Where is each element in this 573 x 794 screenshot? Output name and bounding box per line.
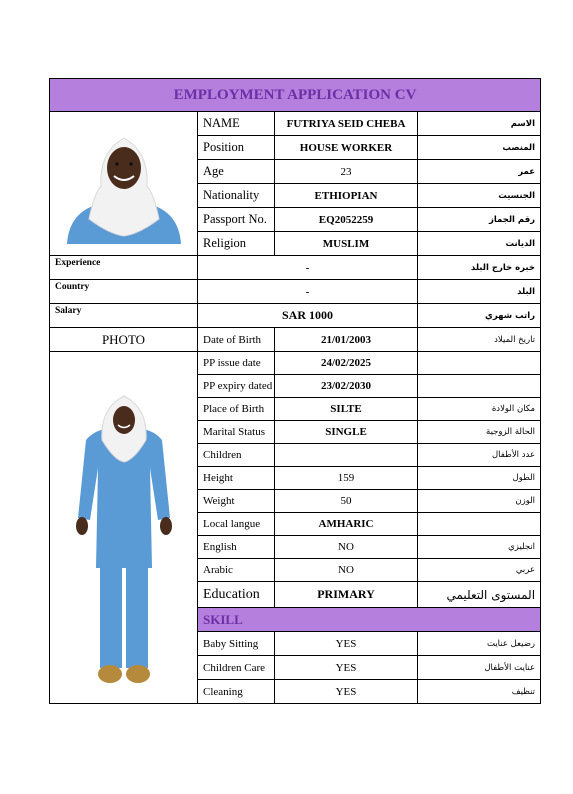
english-label: English (198, 536, 275, 559)
nationality-label: Nationality (198, 184, 275, 208)
age-value: 23 (275, 160, 418, 184)
name-ar: الاسم (418, 112, 541, 136)
pob-value: SILTE (275, 398, 418, 421)
religion-value: MUSLIM (275, 232, 418, 256)
full-photo (50, 352, 198, 704)
children-value (275, 444, 418, 467)
experience-label: Experience (50, 256, 198, 280)
education-label: Education (198, 582, 275, 608)
dob-value: 21/01/2003 (275, 328, 418, 352)
age-label: Age (198, 160, 275, 184)
pob-label: Place of Birth (198, 398, 275, 421)
marital-value: SINGLE (275, 421, 418, 444)
dob-ar: تاريخ الميلاد (418, 328, 541, 352)
country-label: Country (50, 280, 198, 304)
salary-label: Salary (50, 304, 198, 328)
cleaning-value: YES (275, 680, 418, 704)
passport-ar: رقم الجماز (418, 208, 541, 232)
position-label: Position (198, 136, 275, 160)
country-ar: البلد (418, 280, 541, 304)
religion-ar: الديانت (418, 232, 541, 256)
baby-sitting-ar: رضيعل عنايت (418, 632, 541, 656)
cleaning-label: Cleaning (198, 680, 275, 704)
position-value: HOUSE WORKER (275, 136, 418, 160)
weight-label: Weight (198, 490, 275, 513)
marital-label: Marital Status (198, 421, 275, 444)
height-label: Height (198, 467, 275, 490)
age-ar: عمر (418, 160, 541, 184)
salary-ar: راتب شهري (418, 304, 541, 328)
skill-header: SKILL (198, 608, 541, 632)
passport-value: EQ2052259 (275, 208, 418, 232)
education-value: PRIMARY (275, 582, 418, 608)
country-value: - (198, 280, 418, 304)
height-ar: الطول (418, 467, 541, 490)
nationality-value: ETHIOPIAN (275, 184, 418, 208)
children-care-ar: عنايت الأطفال (418, 656, 541, 680)
arabic-ar: عربي (418, 559, 541, 582)
baby-sitting-value: YES (275, 632, 418, 656)
salary-value: SAR 1000 (198, 304, 418, 328)
pob-ar: مكان الولادة (418, 398, 541, 421)
pp-expiry-ar (418, 375, 541, 398)
marital-ar: الحالة الزوجية (418, 421, 541, 444)
pp-issue-value: 24/02/2025 (275, 352, 418, 375)
english-value: NO (275, 536, 418, 559)
name-label: NAME (198, 112, 275, 136)
cv-table (49, 78, 541, 704)
arabic-label: Arabic (198, 559, 275, 582)
cv-title: EMPLOYMENT APPLICATION CV (50, 79, 541, 112)
pp-expiry-label: PP expiry dated (198, 375, 275, 398)
height-value: 159 (275, 467, 418, 490)
dob-label: Date of Birth (198, 328, 275, 352)
passport-label: Passport No. (198, 208, 275, 232)
religion-label: Religion (198, 232, 275, 256)
english-ar: انجليزي (418, 536, 541, 559)
photo-label: PHOTO (50, 328, 198, 352)
position-ar: المنصب (418, 136, 541, 160)
baby-sitting-label: Baby Sitting (198, 632, 275, 656)
children-care-label: Children Care (198, 656, 275, 680)
name-value: FUTRIYA SEID CHEBA (275, 112, 418, 136)
local-lang-value: AMHARIC (275, 513, 418, 536)
children-label: Children (198, 444, 275, 467)
portrait-image (59, 124, 189, 244)
full-body-image (64, 368, 184, 688)
arabic-value: NO (275, 559, 418, 582)
nationality-ar: الجنسيت (418, 184, 541, 208)
experience-ar: خبره خارج البلد (418, 256, 541, 280)
local-lang-ar (418, 513, 541, 536)
weight-ar: الوزن (418, 490, 541, 513)
local-lang-label: Local langue (198, 513, 275, 536)
weight-value: 50 (275, 490, 418, 513)
children-care-value: YES (275, 656, 418, 680)
pp-issue-ar (418, 352, 541, 375)
pp-issue-label: PP issue date (198, 352, 275, 375)
portrait-photo (50, 112, 198, 256)
experience-value: - (198, 256, 418, 280)
cleaning-ar: تنظيف (418, 680, 541, 704)
pp-expiry-value: 23/02/2030 (275, 375, 418, 398)
education-ar: المستوى التعليمي (418, 582, 541, 608)
children-ar: عدد الأطفال (418, 444, 541, 467)
